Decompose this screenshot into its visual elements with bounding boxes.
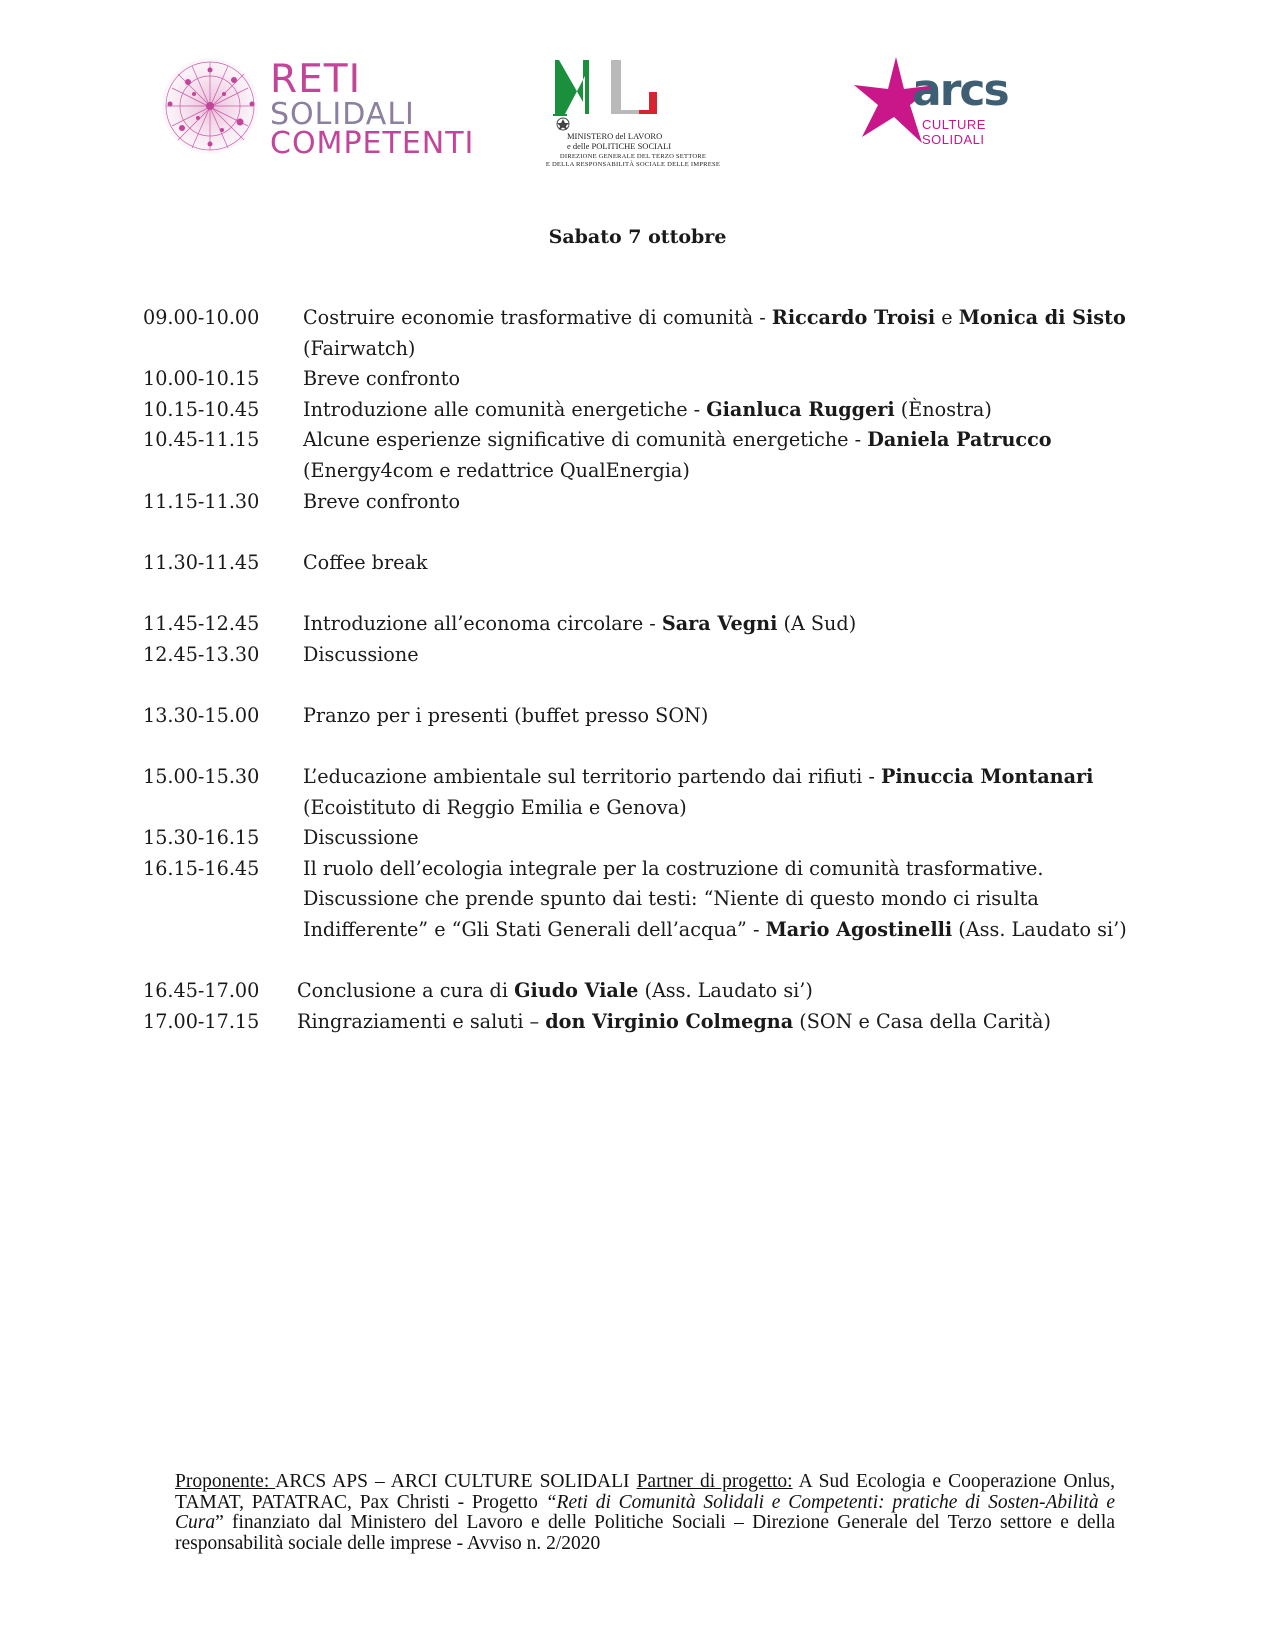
ministero-caption xyxy=(567,132,742,152)
schedule-item xyxy=(143,823,1143,854)
schedule-time: 17.00-17.15 xyxy=(143,1009,260,1033)
footer-text: “Reti di Comunità Solidali e Competenti: pratiche di Sosten-Abilità e Cura xyxy=(175,1491,1115,1533)
description-text: Il ruolo dell’ecologia integrale per la costruzione di comunità trasformative. Discussione che prende spunto dai testi: “Niente di questo mondo ci risulta Indifferente” e “Gli Stati Generali dell’acqua” - xyxy=(303,856,1044,941)
schedule-item xyxy=(143,762,1143,823)
schedule-time: 10.45-11.15 xyxy=(143,428,260,452)
description-text: Ringraziamenti e saluti – xyxy=(297,1009,546,1033)
description-text: Introduzione all’economa circolare - xyxy=(303,611,662,635)
page-title: Sabato 7 ottobre xyxy=(548,226,727,248)
schedule-time: 13.30-15.00 xyxy=(143,703,260,727)
speaker-name: Giudo Viale xyxy=(514,979,639,1003)
schedule-time: 16.15-16.45 xyxy=(143,856,260,880)
schedule-description xyxy=(303,364,1143,395)
schedule-description xyxy=(303,609,1143,640)
schedule-item xyxy=(143,701,1143,732)
ministero-subcaption-line: DIREZIONE GENERALE DEL TERZO SETTORE xyxy=(559,153,707,160)
reti-logo-line: RETI xyxy=(270,57,362,102)
footer-text: ” finanziato dal Ministero del Lavoro e delle Politiche Sociali – Direzione Generale del Terzo settore e della responsabilità sociale delle imprese - Avviso n. 2/2020 xyxy=(175,1512,1115,1554)
reti-logo-line: SOLIDALI xyxy=(270,97,415,132)
footer-text: Partner di progetto: xyxy=(636,1471,793,1492)
schedule-description xyxy=(303,701,1143,732)
speaker-name: don Virginio Colmegna xyxy=(545,1009,794,1033)
speaker-name: Monica di Sisto xyxy=(958,306,1126,329)
schedule-item xyxy=(143,303,1143,364)
description-text: (Energy4com e redattrice QualEnergia) xyxy=(303,458,690,482)
reti-logo-line: COMPETENTI xyxy=(270,126,475,161)
description-text: Alcune esperienze significative di comunità energetiche - xyxy=(303,428,868,452)
ministero-subcaption-line: E DELLA RESPONSABILITÀ SOCIALE DELLE IMPRESE xyxy=(545,160,721,168)
schedule-item xyxy=(143,609,1143,640)
description-text: (Fairwatch) xyxy=(303,336,416,360)
schedule-description xyxy=(303,762,1143,823)
description-text: Introduzione alle comunità energetiche - xyxy=(303,397,707,421)
schedule-time: 16.45-17.00 xyxy=(143,979,260,1003)
description-text: (Ecoistituto di Reggio Emilia e Genova) xyxy=(303,795,687,819)
description-text: Coffee break xyxy=(303,550,428,574)
schedule-description xyxy=(303,854,1143,946)
arcs-wordmark: arcs xyxy=(912,65,1008,116)
description-text: Discussione xyxy=(303,826,419,850)
schedule-time: 09.00-10.00 xyxy=(143,306,260,329)
speaker-name: Riccardo Troisi xyxy=(771,306,936,329)
arcs-subtitle: CULTURE SOLIDALI xyxy=(922,117,986,147)
network-globe-icon xyxy=(158,52,263,162)
schedule-time: 10.15-10.45 xyxy=(143,397,260,421)
description-text: (Ass. Laudato si’) xyxy=(952,917,1127,941)
schedule-item xyxy=(143,487,1143,518)
description-text: (Ass. Laudato si’) xyxy=(638,979,813,1003)
schedule-item xyxy=(143,395,1143,426)
schedule-list xyxy=(143,303,1143,1037)
schedule-time: 15.30-16.15 xyxy=(143,826,260,850)
description-text: L’educazione ambientale sul territorio partendo dai rifiuti - xyxy=(303,764,881,788)
schedule-item xyxy=(143,854,1143,946)
schedule-description xyxy=(303,823,1143,854)
ml-monogram-icon xyxy=(545,52,720,132)
schedule-item xyxy=(143,1007,1143,1038)
schedule-item xyxy=(143,976,1143,1007)
description-text: (SON e Casa della Carità) xyxy=(793,1009,1051,1033)
schedule-description xyxy=(303,640,1143,671)
ministero-lavoro-logo xyxy=(545,52,720,172)
reti-solidali-competenti-logo xyxy=(158,52,475,167)
footer-text: A Sud Ecologia e Cooperazione Onlus, TAMAT, PATATRAC, Pax Christi - Progetto xyxy=(175,1471,1115,1513)
ministero-caption-line: e delle POLITICHE SOCIALI xyxy=(567,140,672,151)
description-text: Breve confronto xyxy=(303,489,461,513)
ministero-subcaption xyxy=(533,153,733,168)
description-text: Breve confronto xyxy=(303,367,461,391)
schedule-description xyxy=(303,425,1143,486)
description-text: Costruire economie trasformative di comunità - xyxy=(303,306,772,329)
schedule-time: 11.30-11.45 xyxy=(143,550,260,574)
description-text: Discussione xyxy=(303,642,419,666)
schedule-time: 15.00-15.30 xyxy=(143,764,260,788)
footer-text: ARCS APS – ARCI CULTURE SOLIDALI xyxy=(275,1471,637,1492)
schedule-description xyxy=(303,487,1143,518)
schedule-item xyxy=(143,640,1143,671)
description-text: Pranzo per i presenti (buffet presso SON) xyxy=(303,703,709,727)
ministero-caption-line: MINISTERO del LAVORO xyxy=(567,131,663,141)
schedule-time: 11.45-12.45 xyxy=(143,611,260,635)
schedule-description xyxy=(303,395,1143,426)
speaker-name: Gianluca Ruggeri xyxy=(706,397,895,421)
speaker-name: Mario Agostinelli xyxy=(765,917,953,941)
description-text: Conclusione a cura di xyxy=(297,979,515,1003)
schedule-description xyxy=(297,1007,1143,1038)
schedule-item xyxy=(143,425,1143,486)
schedule-item xyxy=(143,548,1143,579)
schedule-time: 12.45-13.30 xyxy=(143,642,260,666)
description-text: (A Sud) xyxy=(777,611,857,635)
description-text: e xyxy=(935,306,959,329)
description-text: (Ènostra) xyxy=(894,397,992,421)
speaker-name: Pinuccia Montanari xyxy=(880,764,1094,788)
schedule-description xyxy=(303,548,1143,579)
speaker-name: Sara Vegni xyxy=(661,611,778,635)
schedule-time: 10.00-10.15 xyxy=(143,367,260,391)
schedule-item xyxy=(143,364,1143,395)
schedule-description xyxy=(303,303,1143,364)
schedule-time: 11.15-11.30 xyxy=(143,489,260,513)
footer-text: Proponente: xyxy=(175,1471,276,1492)
project-footer xyxy=(175,1472,1115,1554)
speaker-name: Daniela Patrucco xyxy=(867,428,1052,452)
schedule-description xyxy=(297,976,1143,1007)
arcs-culture-solidali-logo xyxy=(852,55,1052,150)
